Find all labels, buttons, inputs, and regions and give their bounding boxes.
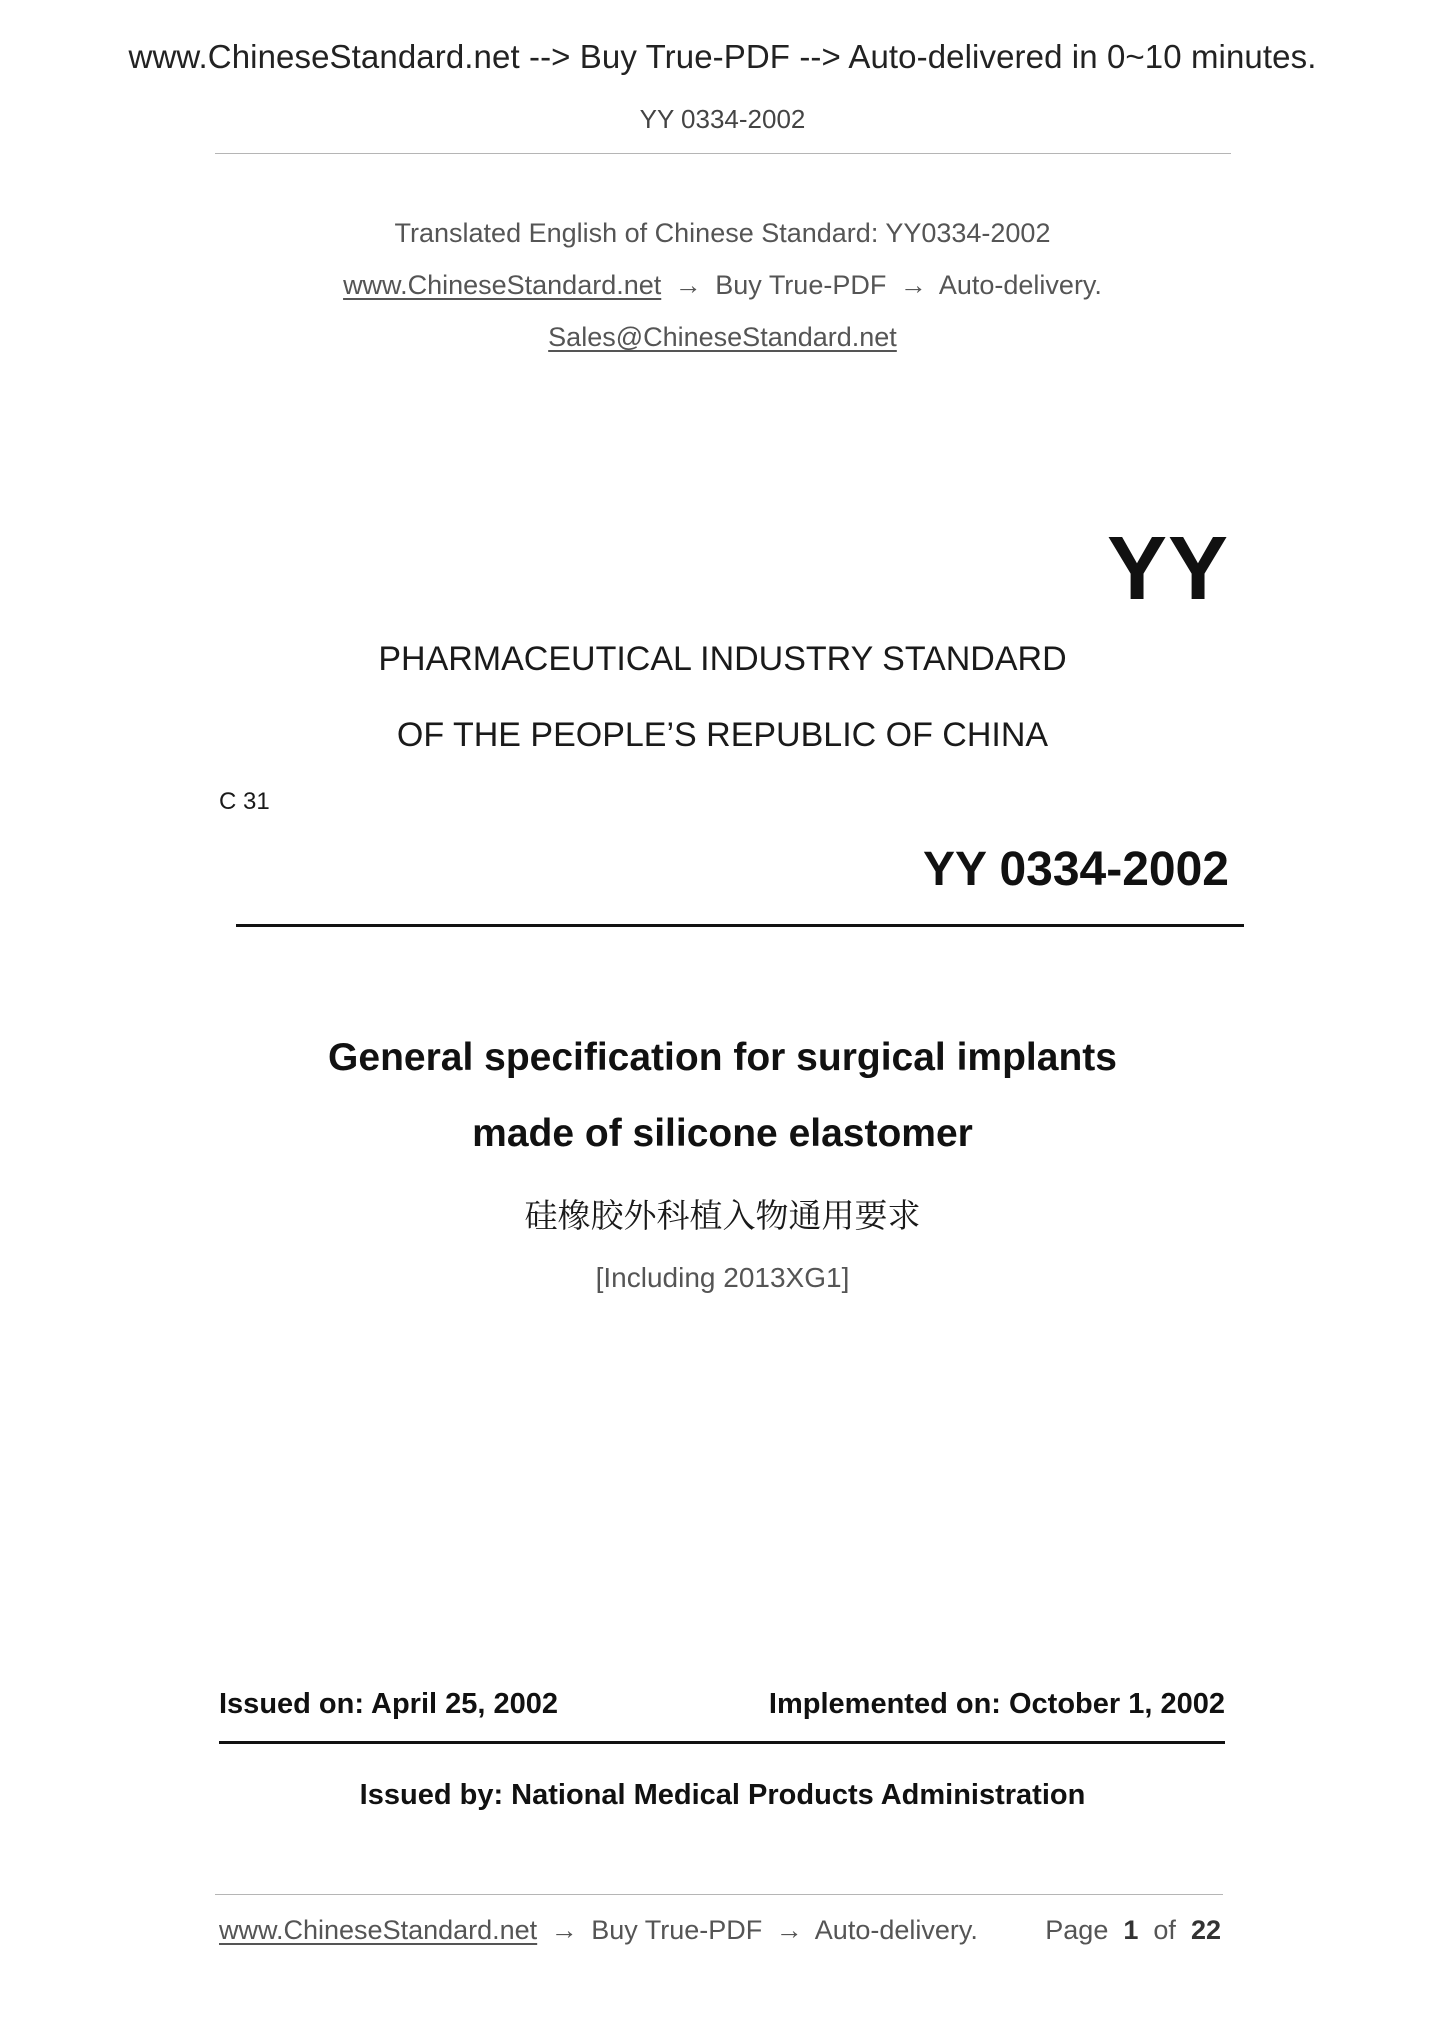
arrow-right-icon: → [899,270,927,300]
page-label: Page [1045,1915,1109,1945]
page-current: 1 [1123,1915,1139,1945]
standard-number-divider [236,924,1244,927]
issuing-authority: Issued by: National Medical Products Administration [359,1779,1086,1811]
document-title-chinese: 硅橡胶外科植入物通用要求 [524,1196,921,1235]
document-title-line-2: made of silicone elastomer [472,1112,973,1155]
footer-delivery-text: Auto-delivery. [814,1915,978,1945]
standard-number: YY 0334-2002 [922,843,1229,896]
page-of-label: of [1153,1915,1176,1945]
arrow-right-icon: → [550,1915,578,1945]
site-link[interactable]: www.ChineseStandard.net [343,270,662,300]
issued-on-date: Issued on: April 25, 2002 [219,1688,558,1720]
sales-email-link[interactable]: Sales@ChineseStandard.net [548,322,897,352]
running-header-code: YY 0334-2002 [639,104,806,134]
document-title-line-1: General specification for surgical implants [328,1036,1117,1079]
implemented-on-date: Implemented on: October 1, 2002 [768,1688,1225,1720]
arrow-right-icon: → [775,1915,803,1945]
footer-site-link[interactable]: www.ChineseStandard.net [219,1915,538,1945]
buy-text: Buy True-PDF [715,270,887,300]
standard-type-line-2: OF THE PEOPLE’S REPUBLIC OF CHINA [396,716,1049,754]
issue-divider [219,1741,1225,1744]
standard-type-line-1: PHARMACEUTICAL INDUSTRY STANDARD [378,640,1067,678]
purchase-line [0,270,1445,301]
footer-buy-text: Buy True-PDF [591,1915,763,1945]
arrow-right-icon: → [674,270,702,300]
translation-notice: Translated English of Chinese Standard: YY0334-2002 [394,218,1051,248]
footer-divider [215,1894,1223,1895]
promo-banner[interactable]: www.ChineseStandard.net --> Buy True-PDF --> Auto-delivered in 0~10 minutes. [128,38,1317,75]
sales-line [0,322,1445,353]
page-indicator [1045,1915,1221,1946]
category-code-mark: YY [1106,519,1229,619]
header-divider [215,153,1231,154]
page-total: 22 [1190,1915,1221,1945]
ccs-classification-code: C 31 [219,788,270,815]
amendment-note: [Including 2013XG1] [595,1262,850,1293]
delivery-text: Auto-delivery. [938,270,1102,300]
footer-purchase-line [219,1915,978,1946]
